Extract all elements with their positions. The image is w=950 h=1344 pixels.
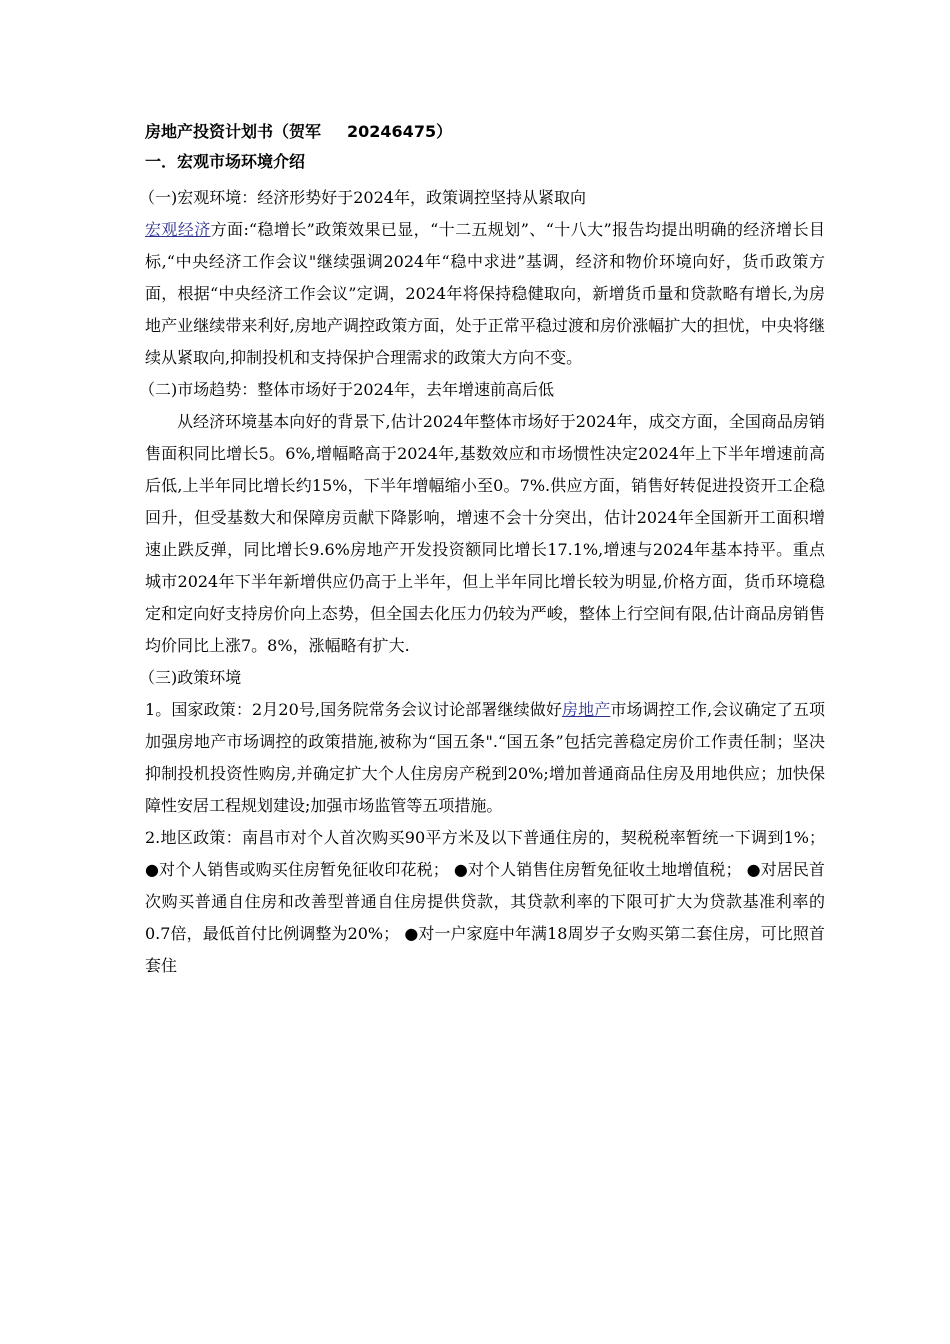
title-code: 20246475） bbox=[347, 122, 453, 141]
paragraph-macro-economy bbox=[145, 214, 825, 374]
document-title bbox=[145, 120, 825, 144]
real-estate-link[interactable]: 房地产 bbox=[562, 700, 611, 719]
macro-economy-link[interactable]: 宏观经济 bbox=[145, 220, 211, 239]
paragraph-national-policy bbox=[145, 694, 825, 822]
paragraph-macro-text: 方面:“稳增长”政策效果已显，“十二五规划”、“十八大”报告均提出明确的经济增长目标,“中央经济工作会议"继续强调2024年“稳中求进”基调，经济和物价环境向好，货币政策方面，根据“中央经济工作会议”定调，2024年将保持稳健取向，新增货币量和贷款略有增长,为房地产业继续带来利好,房地产调控政策方面，处于正常平稳过渡和房价涨幅扩大的担忧，中央将继续从紧取向,抑制投机和支持保护合理需求的政策大方向不变。 bbox=[145, 220, 825, 367]
subsection-heading-3: （三)政策环境 bbox=[139, 668, 242, 687]
national-policy-prefix: 1。国家政策：2月20号,国务院常务会议讨论部署继续做好 bbox=[145, 700, 562, 719]
subsection-heading-1: （一)宏观环境：经济形势好于2024年，政策调控坚持从紧取向 bbox=[139, 188, 586, 207]
paragraph-regional-policy: 2.地区政策：南昌市对个人首次购买90平方米及以下普通住房的，契税税率暂统一下调到1%； ●对个人销售或购买住房暂免征收印花税； ●对个人销售住房暂免征收土地增值税； ●对居民首次购买普通自住房和改善型普通自住房提供贷款，其贷款利率的下限可扩大为贷款基准利率的0.7倍，最低首付比例调整为20%； ●对一户家庭中年满18周岁子女购买第二套住房，可比照首套住 bbox=[145, 828, 825, 975]
title-text: 房地产投资计划书（贺军 bbox=[145, 122, 322, 141]
paragraph-market-trend: 从经济环境基本向好的背景下,估计2024年整体市场好于2024年，成交方面，全国商品房销售面积同比增长5。6%,增幅略高于2024年,基数效应和市场惯性决定2024年上下半年增速前高后低,上半年同比增长约15%，下半年增幅缩小至0。7%.供应方面，销售好转促进投资开工企稳回升，但受基数大和保障房贡献下降影响，增速不会十分突出，估计2024年全国新开工面积增速止跌反弹，同比增长9.6%房地产开发投资额同比增长17.1%,增速与2024年基本持平。重点城市2024年下半年新增供应仍高于上半年，但上半年同比增长较为明显,价格方面，货币环境稳定和定向好支持房价向上态势，但全国去化压力仍较为严峻，整体上行空间有限,估计商品房销售均价同比上涨7。8%，涨幅略有扩大. bbox=[145, 412, 825, 655]
document-page bbox=[139, 120, 825, 982]
subsection-heading-2: （二)市场趋势：整体市场好于2024年，去年增速前高后低 bbox=[139, 380, 554, 399]
national-policy-text: 市场调控工作,会议确定了五项加强房地产市场调控的政策措施,被称为“国五条".“国五条”包括完善稳定房价工作责任制；坚决抑制投机投资性购房,并确定扩大个人住房房产税到20%;增加普通商品住房及用地供应；加快保障性安居工程规划建设;加强市场监管等五项措施。 bbox=[145, 700, 825, 815]
section-heading-1: 一．宏观市场环境介绍 bbox=[145, 152, 306, 171]
